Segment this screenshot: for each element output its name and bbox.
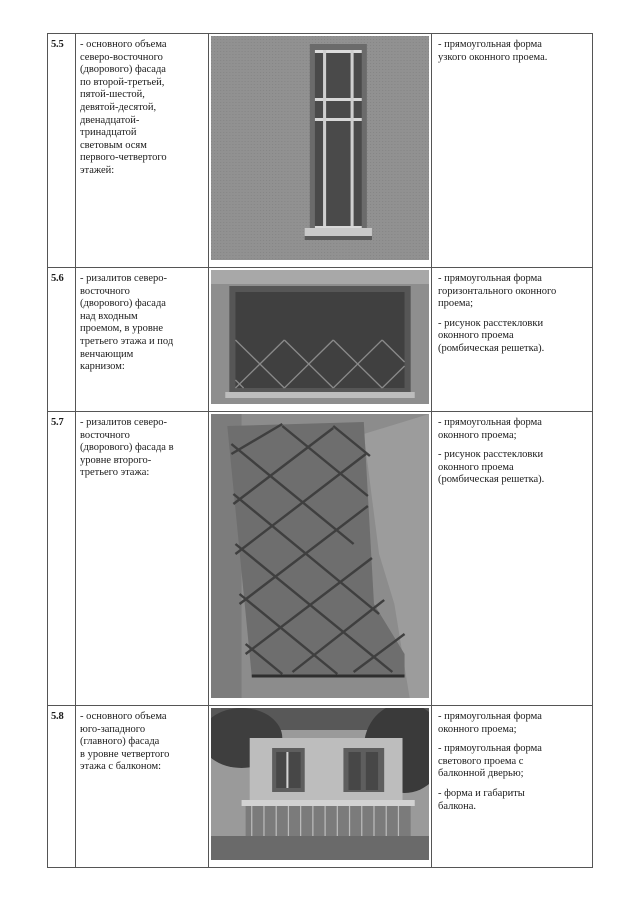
table-row (48, 412, 593, 706)
note-item: - прямоугольная форма светового проема с балконной дверью; (438, 743, 542, 780)
photo-cell (209, 268, 432, 412)
row-notes (432, 268, 593, 412)
note-item: - рисунок расстекловки оконного проема (ромбическая решетка). (438, 449, 545, 486)
row-notes (432, 706, 593, 868)
row-description: - ризалитов северо- восточного (дворового) фасада над входным проемом, в уровне третьего этажа и под венчающим карнизом: (76, 268, 209, 412)
table-row (48, 34, 593, 268)
row-description: - основного объема северо-восточного (дворового) фасада по второй-третьей, пятой-шестой, девятой-десятой, двенадцатой- тринадцатой световым осям первого-четвертого этажей: (76, 34, 209, 268)
row-description: - основного объема юго-западного (главного) фасада в уровне четвертого этажа с балконом: (76, 706, 209, 868)
note-item: - прямоугольная форма оконного проема; (438, 417, 542, 441)
diamond-lattice-window-photo (211, 414, 429, 698)
note-item: - прямоугольная форма узкого оконного проема. (438, 39, 548, 63)
photo-cell (209, 412, 432, 706)
table-row (48, 706, 593, 868)
row-description: - ризалитов северо- восточного (дворового) фасада в уровне второго- третьего этажа: (76, 412, 209, 706)
photo-cell (209, 706, 432, 868)
photo-cell (209, 34, 432, 268)
row-number: 5.7 (48, 412, 76, 706)
note-item: - рисунок расстекловки оконного проема (ромбическая решетка). (438, 317, 545, 354)
row-number: 5.8 (48, 706, 76, 868)
note-item: - прямоугольная форма горизонтального оконного проема; (438, 273, 557, 310)
row-number: 5.5 (48, 34, 76, 268)
balcony-facade-photo (211, 708, 429, 860)
table-row (48, 268, 593, 412)
row-notes (432, 412, 593, 706)
row-notes (432, 34, 593, 268)
horizontal-window-photo (211, 270, 429, 404)
row-number: 5.6 (48, 268, 76, 412)
note-item: - прямоугольная форма оконного проема; (438, 711, 542, 735)
note-item: - форма и габариты балкона. (438, 787, 525, 812)
specification-table (47, 33, 593, 868)
narrow-window-photo (211, 36, 429, 260)
